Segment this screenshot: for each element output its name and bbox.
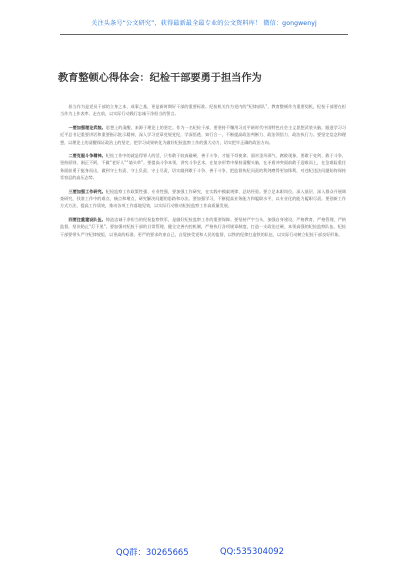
paragraph-text: 纪检工作中的就是得罪人的活，只有敢于较真碰硬、善于斗争，才能不辱使命。面对歪风邪气、腐败现象，要敢于亮剑、敢于斗争，坚持原则、刚正不阿，不做“老好人”“墙头草”。要提高斗争本领，讲究斗争艺术，在复杂形势中保持清醒头脑，在矛盾冲突面前敢于迎难而上，在急难险重任务面前勇于挺身而出，做到守土有责、守土负责、守土尽责，切实做到敢于斗争、善于斗争，把监督执纪问责的利剑磨得更加锋利，对违纪违法问题始终保持零容忍的高压态势。 bbox=[60, 153, 347, 181]
paragraph-lead: 二要克服斗争精神。 bbox=[68, 153, 106, 159]
paragraph-lead: 一要加强理论武装。 bbox=[68, 124, 106, 130]
paragraph-intro bbox=[60, 103, 346, 118]
paragraph-theory bbox=[60, 124, 346, 146]
document-body bbox=[60, 103, 346, 244]
header-divider bbox=[60, 34, 348, 35]
promo-banner[interactable]: 关注头条号“公文研究”，获得最新最全最专业的公文资料库！ 微信：gongwenyj bbox=[91, 20, 317, 27]
paragraph-text: 铸造忠诚干净担当的纪检监察铁军，是做好纪检监察工作的重要保障。要坚持严字当头，加强自身建设，严格教育、严格管理、严格监督，坚决防止“灯下黑”。要加强对纪检干部的日常管理，健全完善内控机制，严格执行各项规章制度，打造一支政治过硬、本领高强的纪检监察队伍。纪检干部要带头严守纪律规矩，以更高的标准、更严的要求约束自己，自觉接受党和人民的监督，以铁的纪律打造铁的队伍，以实际行动树立纪检干部良好形象。 bbox=[60, 216, 347, 237]
qq-number: QQ:535304092 bbox=[220, 546, 284, 556]
paragraph-text: 思想上的清醒，来源于理论上的坚定。作为一名纪检干部，要坚持不懈用习近平新时代中国特色社会主义思想武装头脑，跟进学习习近平总书记重要讲话和重要指示批示精神，深入学习党章党规党纪，学深悟透、知行合一，不断提高政治判断力、政治领悟力、政治执行力。要坚定信念和理想，以理论上的清醒保证政治上的坚定，把学习成果转化为做好纪检监察工作的强大动力，切实把牢正确的政治方向。 bbox=[60, 124, 347, 145]
paragraph-text: 担当作为是党员干部的立身之本、成事之基，更是新时期好干部的重要标准。纪检机关作为党内的“纪律部队”，教育整顿作为重要契机，纪检干部要在担当作为上作表率、走在前，以实际行动践行忠诚干净担当的誓言。 bbox=[60, 104, 346, 117]
document-title: 教育整顿心得体会：纪检干部要勇于担当作为 bbox=[58, 73, 262, 84]
paragraph-research bbox=[60, 188, 346, 210]
paragraph-struggle bbox=[60, 152, 346, 182]
paragraph-team bbox=[60, 216, 346, 238]
paragraph-text: 纪检监察工作政策性强、专业性强，要加强工作研究，在实践中摸索规律、总结经验。要立足本职岗位，深入基层、深入群众开展调查研究，找准工作中的难点、痛点和堵点，研究解决问题的思路和办法。要加强学习，不断提高业务能力和履职水平，以专业化的能力履职尽责。要创新工作方式方法，提高工作质效，推动各项工作落地见效，以实际行动推动纪检监察工作高质量发展。 bbox=[60, 188, 347, 209]
qq-group-number: QQ群：30265665 bbox=[116, 547, 189, 557]
paragraph-lead: 三要加强工作研究。 bbox=[68, 188, 106, 194]
paragraph-lead: 四要注重建设队伍。 bbox=[68, 216, 106, 222]
